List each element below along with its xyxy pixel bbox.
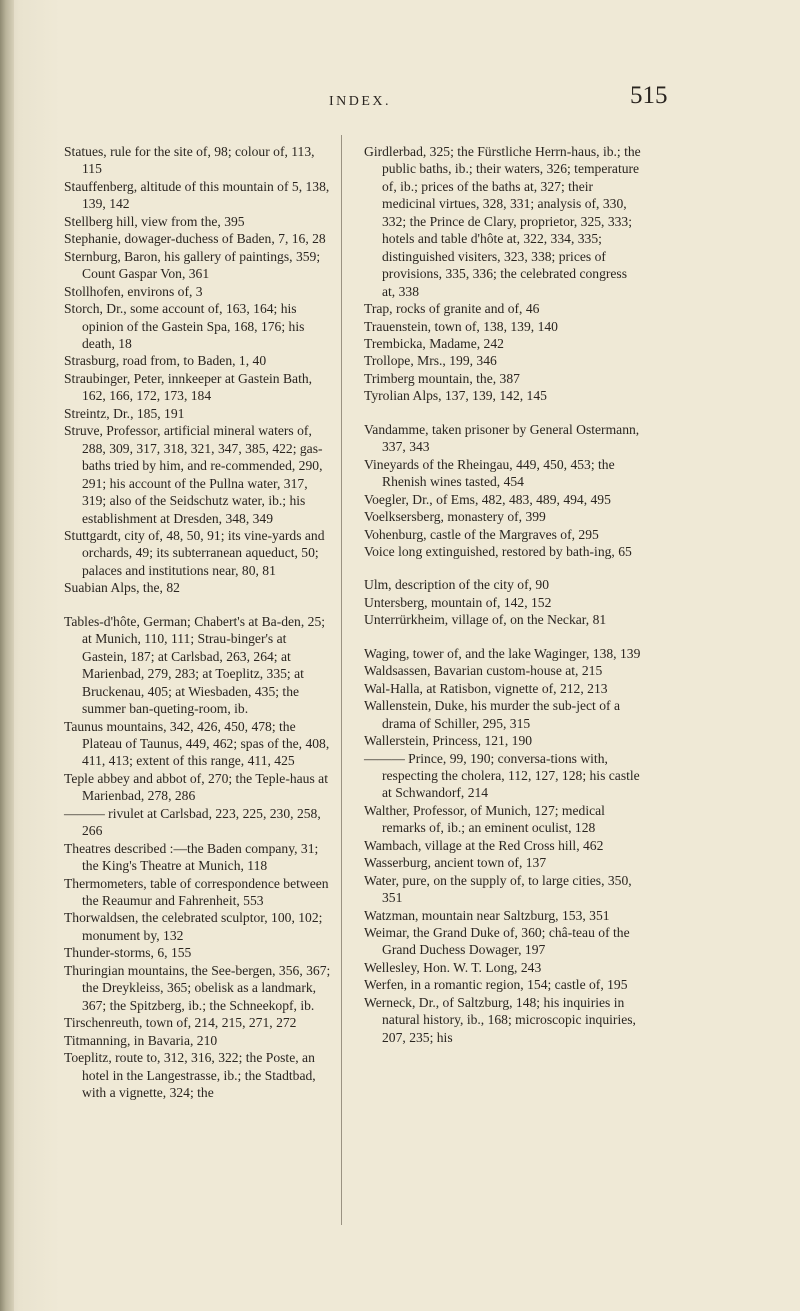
index-entry: Weimar, the Grand Duke of, 360; châ-teau of the Grand Duchess Dowager, 197 bbox=[364, 925, 630, 958]
index-entry: Wallerstein, Princess, 121, 190 bbox=[364, 733, 533, 749]
index-entry: Trollope, Mrs., 199, 346 bbox=[364, 353, 497, 369]
index-entry: Teple abbey and abbot of, 270; the Teple-haus at Marienbad, 278, 286 bbox=[64, 770, 328, 804]
index-entry: Taunus mountains, 342, 426, 450, 478; the Plateau of Taunus, 449, 462; spas of the, 408, 411, 413; extent of this range, 411, 425 bbox=[64, 718, 330, 769]
running-head: INDEX. bbox=[329, 94, 392, 109]
index-entry: Thunder-storms, 6, 155 bbox=[64, 945, 192, 961]
index-entry: Voelksersberg, monastery of, 399 bbox=[364, 509, 546, 525]
index-entry: Trimberg mountain, the, 387 bbox=[364, 370, 520, 386]
index-entry: Waging, tower of, and the lake Waginger, 138, 139 bbox=[364, 645, 641, 661]
index-entry: Stauffenberg, altitude of this mountain of 5, 138, 139, 142 bbox=[64, 178, 330, 212]
index-entry: Sternburg, Baron, his gallery of paintings, 359; Count Gaspar Von, 361 bbox=[64, 248, 321, 282]
index-entry: Trap, rocks of granite and of, 46 bbox=[364, 301, 540, 317]
index-entry: Stephanie, dowager-duchess of Baden, 7, 16, 28 bbox=[64, 231, 326, 247]
index-entry: Untersberg, mountain of, 142, 152 bbox=[364, 594, 552, 610]
index-entry: Water, pure, on the supply of, to large cities, 350, 351 bbox=[364, 872, 632, 906]
index-entry: Watzman, mountain near Saltzburg, 153, 351 bbox=[364, 907, 610, 923]
index-entry: ——— Prince, 99, 190; conversa-tions with, respecting the cholera, 112, 127, 128; his castle at Schwandorf, 214 bbox=[364, 750, 640, 801]
index-entry: ——— rivulet at Carlsbad, 223, 225, 230, 258, 266 bbox=[64, 805, 321, 839]
index-entry: Vineyards of the Rheingau, 449, 450, 453; the Rhenish wines tasted, 454 bbox=[364, 456, 615, 490]
index-entry: Unterrürkheim, village of, on the Neckar, 81 bbox=[364, 612, 607, 628]
index-entry: Werfen, in a romantic region, 154; castle of, 195 bbox=[364, 977, 628, 993]
index-entry: Ulm, description of the city of, 90 bbox=[364, 577, 549, 593]
index-entry: Toeplitz, route to, 312, 316, 322; the Poste, an hotel in the Langestrasse, ib.; the Stadtbad, with a vignette, 324; the bbox=[64, 1050, 316, 1101]
index-entry: Thorwaldsen, the celebrated sculptor, 100, 102; monument by, 132 bbox=[64, 910, 323, 943]
index-entry: Wambach, village at the Red Cross hill, 462 bbox=[364, 837, 604, 853]
index-entry: Wasserburg, ancient town of, 137 bbox=[364, 855, 547, 871]
index-entry: Struve, Professor, artificial mineral waters of, 288, 309, 317, 318, 321, 347, 385, 422; gas-baths tried by him, and re-commended, 290, 291; his account of the Pullna water, 317, 319; also of the Seidschutz water, ib.; his establishment at Dresden, 348, 349 bbox=[64, 423, 323, 526]
index-entry: Suabian Alps, the, 82 bbox=[64, 580, 180, 596]
index-entry: Wal-Halla, at Ratisbon, vignette of, 212, 213 bbox=[364, 680, 608, 696]
page-header bbox=[0, 78, 800, 118]
index-entry: Thermometers, table of correspondence between the Reaumur and Fahrenheit, 553 bbox=[64, 875, 329, 909]
index-entry: Wallenstein, Duke, his murder the sub-ject of a drama of Schiller, 295, 315 bbox=[364, 698, 620, 731]
index-entry: Wellesley, Hon. W. T. Long, 243 bbox=[364, 959, 542, 975]
index-entry: Statues, rule for the site of, 98; colour of, 113, 115 bbox=[64, 144, 315, 177]
index-entry: Vandamme, taken prisoner by General Ostermann, 337, 343 bbox=[364, 421, 640, 455]
page-binding-shadow bbox=[0, 0, 14, 1311]
index-entry: Titmanning, in Bavaria, 210 bbox=[64, 1032, 218, 1048]
index-entry: Trauenstein, town of, 138, 139, 140 bbox=[364, 318, 558, 334]
index-entry: Thuringian mountains, the See-bergen, 356, 367; the Dreykleiss, 365; obelisk as a landmark, 367; the Spitzberg, ib.; the Schneekopf, ib. bbox=[64, 962, 331, 1013]
index-entry: Storch, Dr., some account of, 163, 164; his opinion of the Gastein Spa, 168, 176; his death, 18 bbox=[64, 301, 305, 351]
index-entry: Walther, Professor, of Munich, 127; medical remarks of, ib.; an eminent oculist, 128 bbox=[364, 802, 605, 836]
index-entry: Girdlerbad, 325; the Fürstliche Herrn-haus, ib.; the public baths, ib.; their waters, 326; temperature of, ib.; prices of the baths at, 327; their medicinal virtues, 328, 331; analysis of, 330, 332; the Prince de Clary, proprietor, 325, 333; hotels and table d'hôte at, 322, 334, 335; distinguished visiters, 323, 338; prices of provisions, 335, 336; the celebrated congress at, 338 bbox=[364, 144, 641, 299]
index-column-left bbox=[64, 143, 334, 1101]
index-entry: Strasburg, road from, to Baden, 1, 40 bbox=[64, 353, 267, 369]
index-entry: Theatres described :—the Baden company, 31; the King's Theatre at Munich, 118 bbox=[64, 840, 319, 874]
column-divider bbox=[341, 135, 342, 1225]
index-entry: Werneck, Dr., of Saltzburg, 148; his inquiries in natural history, ib., 168; microscopic inquiries, 207, 235; his bbox=[364, 994, 636, 1045]
index-entry: Straubinger, Peter, innkeeper at Gastein Bath, 162, 166, 172, 173, 184 bbox=[64, 370, 313, 404]
index-entry: Waldsassen, Bavarian custom-house at, 215 bbox=[364, 663, 603, 679]
index-column-right bbox=[364, 143, 642, 1046]
index-entry: Tirschenreuth, town of, 214, 215, 271, 272 bbox=[64, 1015, 297, 1031]
index-entry: Vohenburg, castle of the Margraves of, 295 bbox=[364, 526, 599, 542]
index-entry: Stollhofen, environs of, 3 bbox=[64, 283, 203, 299]
index-entry: Voice long extinguished, restored by bath-ing, 65 bbox=[364, 543, 632, 559]
index-entry: Stuttgardt, city of, 48, 50, 91; its vine-yards and orchards, 49; its subterranean aqueduct, 50; palaces and institutions near, 80, 81 bbox=[64, 527, 325, 578]
index-entry: Voegler, Dr., of Ems, 482, 483, 489, 494, 495 bbox=[364, 491, 611, 507]
index-entry: Tyrolian Alps, 137, 139, 142, 145 bbox=[364, 388, 547, 404]
index-entry: Trembicka, Madame, 242 bbox=[364, 335, 504, 351]
page-number: 515 bbox=[630, 82, 668, 109]
index-entry: Streintz, Dr., 185, 191 bbox=[64, 405, 185, 421]
index-entry: Stellberg hill, view from the, 395 bbox=[64, 213, 245, 229]
index-entry: Tables-d'hôte, German; Chabert's at Ba-den, 25; at Munich, 110, 111; Strau-binger's at Gastein, 187; at Carlsbad, 263, 264; at Marienbad, 279, 283; at Toeplitz, 335; at Bruckenau, 405; at Wiesbaden, 435; the summer ban-queting-room, ib. bbox=[64, 613, 326, 717]
